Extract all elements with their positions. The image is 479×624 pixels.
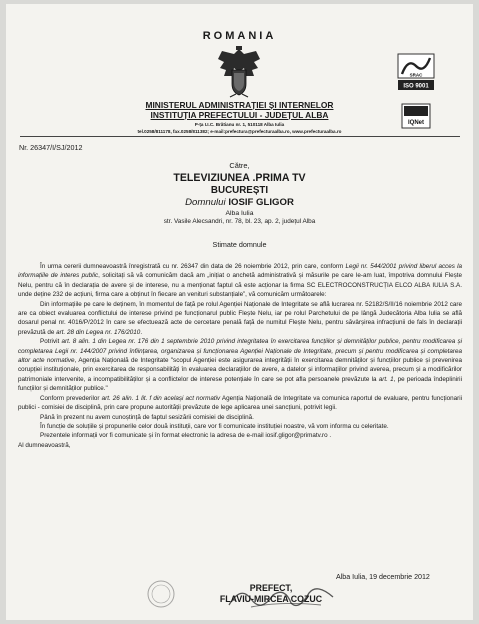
recipient-city-heading: BUCUREȘTI [210, 185, 269, 196]
paragraph-electronic: Prezentele informații vor fi comunicate și în format electronic la adresa de e-mail iosif.gligor@primatv.ro . [40, 432, 332, 440]
signature-block [166, 583, 376, 604]
recipient-to-label: Către, [229, 161, 250, 170]
header-divider [20, 136, 460, 137]
iso-logo-text: ISO 9001 [403, 83, 429, 90]
paragraph-request: În urma cererii dumneavoastră înregistrată cu nr. 26347 din data de 26 noiembrie 2012, prin care, conform Legii nr. 544/2001 privind liberul acces la informațiile de interes public, solicitați să vă comunicăm dacă am „inițiat o anchetă administrativă și măsurile pe care le-am luat, împotriva domnului Flește Nelu, pentru că în declarația de avere și de interese, nu a menționat faptul că este acționar la firma SC ELECTROCONSTRUCȚIA ELCO ALBA IULIA S.A. unde deține 232 de acțiuni, firma care a obținut în fiecare an venituri substanțiale”, vă comunicăm următoarele: [18, 263, 462, 299]
recipient-organization: TELEVIZIUNEA .PRIMA TV [173, 172, 306, 184]
paragraph-legal-basis: Potrivit art. 8 alin. 1 din Legea nr. 176 din 1 septembrie 2010 privind integritatea în exercitarea funcțiilor și demnităților publice, pentru modificarea și completarea Legii nr. 144/2007 privind înființarea, organizarea și funcționarea Agenției Naționale de Integritate, precum și pentru modificarea și completarea altor acte normative, Agenția Națională de Integritate "scopul Agenției este asigurarea integrității în exercitarea demnităților și funcțiilor publice și prevenirea corupției instituționale, prin exercitarea de responsabilități în evaluarea declarațiilor de avere, a datelor și informațiilor privind averea, precum și a modificărilor patrimoniale intervenite, a incompatibilităților și a conflictelor de interese potențiale în care se pot afla persoanele prevăzute la art. 1, pe perioada îndeplinirii funcțiilor și demnităților publice." [18, 338, 463, 393]
paragraph-status: Până în prezent nu avem cunoștință de faptul sesizării comisiei de disciplină. [40, 413, 254, 421]
recipient-name: IOSIF GLIGOR [228, 197, 294, 208]
letter-page [6, 4, 473, 620]
recipient-salutation: Domnului [185, 197, 226, 208]
greeting: Stimate domnule [212, 240, 267, 249]
letter-date: Alba Iulia, 19 decembrie 2012 [336, 573, 430, 581]
recipient-street: str. Vasile Alecsandri, nr. 78, bl. 23, ap. 2, județul Alba [163, 218, 316, 225]
reference-number: Nr. 26347/I/SJ/2012 [19, 143, 83, 152]
closing-line: Al dumneavoastră, [18, 441, 71, 449]
paragraph-information: Din informațiile pe care le deținem, în momentul de față pe rolul Agenției Naționale de Integritate se află lucrarea nr. 52182/S/II/16 noiembrie 2012 care are ca obiect evaluarea conflictului de interese privind pe funcționarul public Flește Nelu, iar pe rolul Parchetului de pe lângă Judecătoria Alba Iulia se află dosarul penal nr. 4016/P/2012 în care se efectuează acte de cercetare penală față de numitul Flește Nelu, pentru săvârșirea infracțiunii de fals în declarații prevăzută de art. 28 din Legea nr. 176/2010. [18, 300, 462, 336]
paragraph-follow-up: În funcție de soluțiile și propunerile celor două instituții, care vor fi comunicate instituției noastre, vă vom informa cu celeritate. [40, 422, 389, 430]
country-heading: ROMANIA [202, 30, 277, 42]
recipient-person [6, 197, 473, 208]
signatory-name: FLAVIU-MIRCEA COZUC [219, 593, 323, 604]
certification-logos [394, 52, 438, 130]
signatory-title: PREFECT, [249, 583, 293, 593]
recipient-city: Alba Iulia [225, 210, 254, 217]
iqnet-logo-text: IQNet [407, 120, 425, 126]
ministry-line-1: MINISTERUL ADMINISTRAȚIEI ȘI INTERNELOR [145, 100, 334, 110]
ministry-line-2: INSTITUȚIA PREFECTULUI - JUDEȚUL ALBA [150, 110, 329, 120]
institution-address: P-ța I.I.C. Brătianu nr. 1, 510118 Alba Iulia [194, 122, 285, 127]
institution-contacts: tel.0258/811178, fax.0258/811382; e-mail:prefectura@prefecturaalba.ro, www.prefecturaalba.ro [137, 129, 342, 134]
paragraph-procedure: Conform prevederilor art. 26 alin. 1 lit. f din același act normativ Agenția Națională de Integritate va comunica raportul de evaluare, pentru funcționarii publici - comisiei de disciplină, prin care propune autorității prevăzute de lege aplicarea unei sancțiuni, potrivit legii. [18, 394, 462, 412]
coat-of-arms-icon [214, 46, 264, 98]
srac-logo-text: SRAC [409, 72, 423, 78]
letter-body [18, 262, 462, 450]
